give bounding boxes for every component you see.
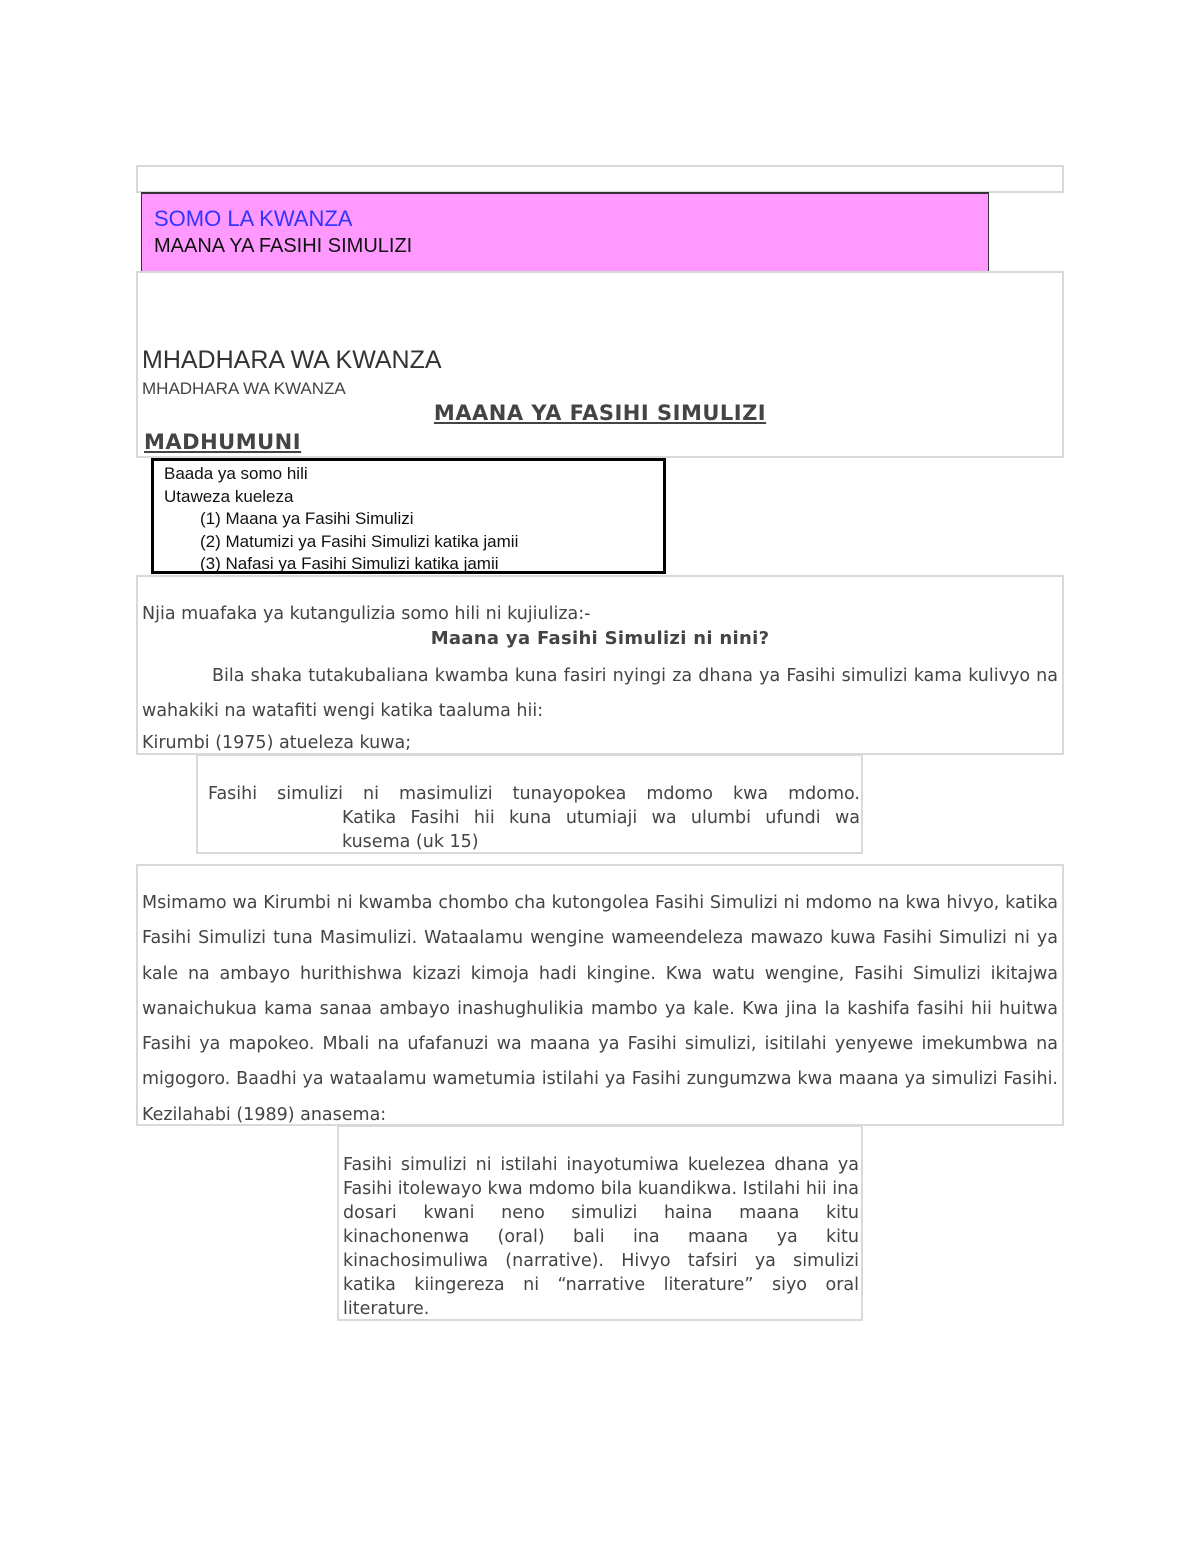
intro-paragraph: Bila shaka tutakubaliana kwamba kuna fasiri nyingi za dhana ya Fasihi simulizi kama kulivyo na wahakiki na watafiti wengi katika taaluma hii: [142, 666, 1058, 721]
quote-text: Fasihi simulizi ni istilahi inayotumiwa kuelezea dhana ya Fasihi itolewayo kwa mdomo bila kuandikwa. Istilahi hii ina dosari kwani neno simulizi haina maana kitu kinachonenwa (oral) bali ina maana ya kitu kinachosimuliwa (narrative). Hivyo tafsiri ya simulizi katika kiingereza ni “narrative literature” siyo oral literature. [343, 1155, 859, 1319]
objectives-intro: Baada ya somo hili [164, 464, 308, 483]
intro-text: Njia muafaka ya kutangulizia somo hili ni kujiuliza:- [142, 604, 591, 624]
top-frame [136, 165, 1064, 193]
objectives-lead: Utaweza kueleza [164, 486, 294, 506]
lecture-section [136, 271, 1064, 458]
section-title: MAANA YA FASIHI SIMULIZI [433, 401, 767, 425]
intro-section [136, 575, 1064, 755]
lesson-header [141, 192, 989, 272]
quote-text: Fasihi simulizi ni masimulizi tunayopokea mdomo kwa mdomo. [208, 784, 860, 804]
quote-text: Katika Fasihi hii kuna utumiaji wa ulumbi ufundi wa kusema (uk 15) [342, 808, 860, 852]
objective-item: (3) Nafasi ya Fasihi Simulizi katika jamii [200, 554, 499, 573]
objective-item: (1) Maana ya Fasihi Simulizi [200, 509, 414, 528]
lesson-number: SOMO LA KWANZA [154, 206, 353, 231]
objectives-box [151, 458, 666, 574]
quote-box-kirumbi [196, 754, 863, 854]
lecture-subheading: MHADHARA WA KWANZA [142, 379, 346, 398]
citation-lead: Kirumbi (1975) atueleza kuwa; [142, 733, 412, 753]
lecture-heading: MHADHARA WA KWANZA [142, 346, 442, 374]
intro-question: Maana ya Fasihi Simulizi ni nini? [430, 628, 770, 649]
discussion-paragraph: Msimamo wa Kirumbi ni kwamba chombo cha kutongolea Fasihi Simulizi ni mdomo na kwa hivyo, katika Fasihi Simulizi tuna Masimulizi. Wataalamu wengine wameendeleza mawazo kuwa Fasihi Simulizi ni ya kale na ambayo hurithishwa kizazi kimoja hadi kingine. Kwa watu wengine, Fasihi Simulizi ikitajwa wanaichukua kama sanaa ambayo inashughulikia mambo ya kale. Kwa jina la kashifa fasihi hii huitwa Fasihi ya mapokeo. Mbali na ufafanuzi wa maana ya Fasihi simulizi, isitilahi yenyewe imekumbwa na migogoro. Baadhi ya wataalamu wametumia istilahi ya Fasihi zungumzwa kwa maana ya simulizi Fasihi. Kezilahabi (1989) anasema: [142, 893, 1058, 1125]
objectives-heading: MADHUMUNI [144, 430, 302, 454]
lesson-title: MAANA YA FASIHI SIMULIZI [154, 235, 413, 257]
objective-item: (2) Matumizi ya Fasihi Simulizi katika jamii [200, 531, 519, 551]
discussion-section [136, 864, 1064, 1126]
quote-box-kezilahabi [337, 1125, 863, 1321]
